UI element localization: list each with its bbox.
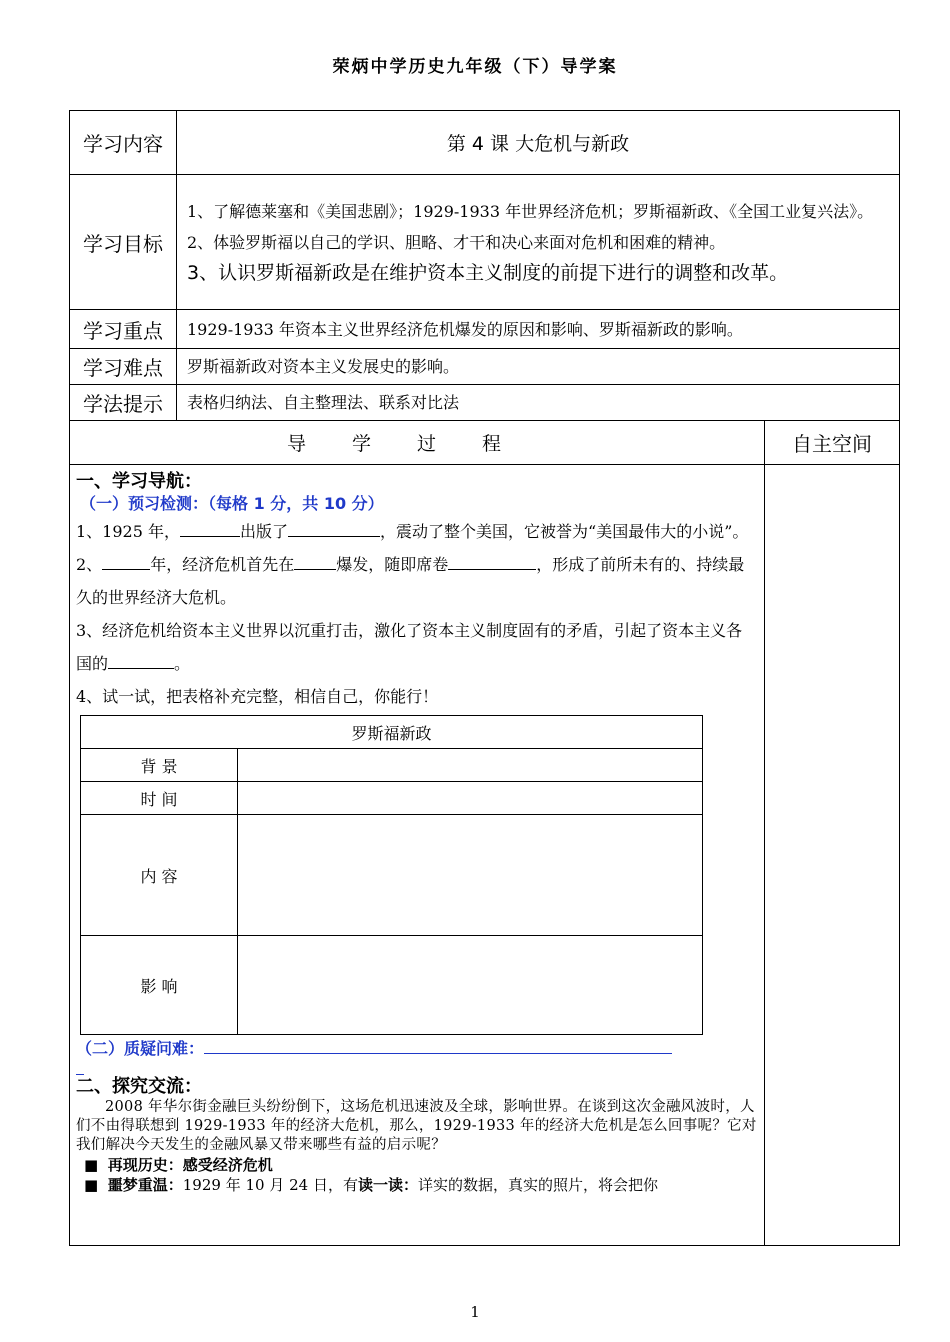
bullet-1 (84, 1155, 758, 1175)
difficult-text: 罗斯福新政对资本主义发展史的影响。 (177, 349, 900, 385)
square-bullet-icon: ■ (84, 1156, 99, 1174)
bullet-2 (84, 1175, 758, 1195)
new-deal-table-title: 罗斯福新政 (81, 716, 703, 749)
question-2 (76, 548, 758, 614)
page-title: 荣炳中学历史九年级（下）导学案 (332, 57, 618, 77)
question-raise-line-tail (76, 1068, 84, 1075)
lesson-plan-table (69, 110, 900, 1246)
q1-blank-2[interactable] (288, 518, 380, 537)
table-row-label: 内 容 (81, 815, 238, 936)
self-space-column[interactable] (765, 465, 900, 1246)
q3-text-b: 。 (174, 654, 191, 673)
table-row-label: 背 景 (81, 749, 238, 782)
preview-test-heading: （一）预习检测：（每格 1 分，共 10 分） (80, 494, 384, 513)
key-text: 1929-1933 年资本主义世界经济危机爆发的原因和影响、罗斯福新政的影响。 (177, 310, 900, 349)
section1-heading: 一、学习导航： (76, 471, 202, 492)
key-row (70, 310, 900, 349)
q2-blank-3[interactable] (448, 551, 536, 570)
q2-text-a: 2、 (76, 555, 103, 574)
goal-2: 2、体验罗斯福以自己的学识、胆略、才干和决心来面对危机和困难的精神。 (187, 232, 726, 252)
question-3 (76, 614, 758, 680)
section2-heading: 二、探究交流： (76, 1076, 202, 1097)
self-space-header: 自主空间 (765, 421, 900, 465)
content-row (70, 111, 900, 175)
bullet-2-text: 1929 年 10 月 24 日，有 (182, 1176, 358, 1194)
q2-text-b: 年，经济危机首先在 (150, 555, 295, 574)
difficult-label: 学习难点 (70, 349, 177, 385)
q1-text-c: ，震动了整个美国，它被誉为“美国最伟大的小说”。 (380, 522, 749, 541)
goals-cell (177, 175, 900, 310)
time-answer-cell[interactable] (238, 782, 703, 815)
question-raise-line (76, 1037, 758, 1060)
new-deal-table (80, 715, 703, 1035)
impact-answer-cell[interactable] (238, 936, 703, 1035)
q2-text-c: 爆发，随即席卷 (336, 555, 449, 574)
goals-label: 学习目标 (70, 175, 177, 310)
q2-text-d: ，形成了前所未有的、持续最久的世界经济大危机。 (76, 555, 745, 607)
question-1 (76, 515, 758, 548)
content-answer-cell[interactable] (238, 815, 703, 936)
bullet-2-bold-2: 读一读： (357, 1176, 418, 1194)
table-row-label: 时 间 (81, 782, 238, 815)
q3-blank[interactable] (108, 650, 174, 669)
goal-3: 3、认识罗斯福新政是在维护资本主义制度的前提下进行的调整和改革。 (187, 261, 789, 284)
q1-blank-1[interactable] (180, 518, 240, 537)
process-header: 导学过程 (70, 421, 765, 465)
q1-text-b: 出版了 (240, 522, 289, 541)
process-body (70, 465, 765, 1246)
q2-blank-2[interactable] (294, 551, 336, 570)
method-label: 学法提示 (70, 385, 177, 421)
bullet-2-tail: 详实的数据，真实的照片，将会把你 (417, 1176, 658, 1194)
process-body-row (70, 465, 900, 1246)
background-answer-cell[interactable] (238, 749, 703, 782)
bullet-1-text: 再现历史：感受经济危机 (107, 1156, 273, 1174)
method-row (70, 385, 900, 421)
method-text: 表格归纳法、自主整理法、联系对比法 (177, 385, 900, 421)
bullet-2-bold: 噩梦重温： (107, 1176, 183, 1194)
q2-blank-1[interactable] (102, 551, 150, 570)
square-bullet-icon: ■ (84, 1176, 99, 1194)
q3-text-a: 3、经济危机给资本主义世界以沉重打击，激化了资本主义制度固有的矛盾，引起了资本主义各国的 (76, 621, 743, 673)
section2-intro: 2008 年华尔街金融巨头纷纷倒下，这场危机迅速波及全球，影响世界。在谈到这次金融风波时，人们不由得联想到 1929-1933 年的经济大危机，那么，1929-1933 年的经济大危机是怎么回事呢？它对我们解决今天发生的金融风暴又带来哪些有益的启示呢？ (76, 1099, 757, 1153)
q1-text-a: 1、1925 年， (76, 522, 180, 541)
difficult-row (70, 349, 900, 385)
goal-1: 1、了解德莱塞和《美国悲剧》；1929-1933 年世界经济危机；罗斯福新政、《全国工业复兴法》。 (187, 201, 874, 221)
table-row-label: 影 响 (81, 936, 238, 1035)
goals-row (70, 175, 900, 310)
question-raise-heading: （二）质疑问难： (76, 1039, 205, 1058)
lesson-title: 第 4 课 大危机与新政 (177, 111, 900, 175)
page-number: 1 (470, 1303, 480, 1321)
key-label: 学习重点 (70, 310, 177, 349)
question-4: 4、试一试，把表格补充完整，相信自己，你能行！ (76, 687, 439, 706)
content-label: 学习内容 (70, 111, 177, 175)
question-raise-input[interactable] (204, 1037, 672, 1054)
process-header-row (70, 421, 900, 465)
